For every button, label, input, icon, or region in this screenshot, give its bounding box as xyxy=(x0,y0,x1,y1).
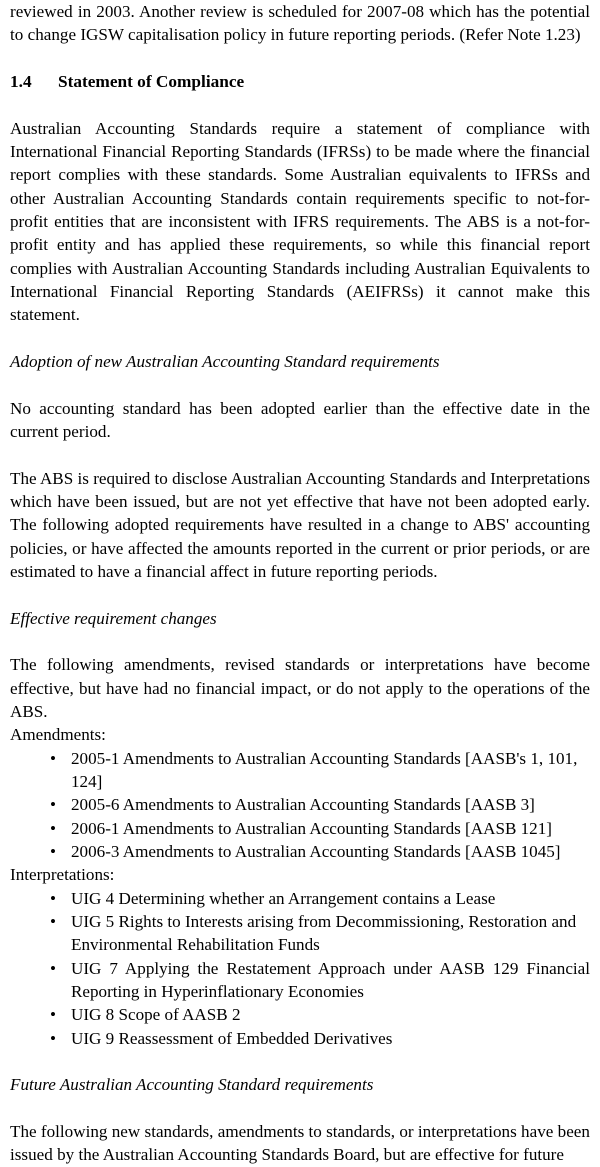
effective-subheading: Effective requirement changes xyxy=(10,608,217,628)
list-item xyxy=(10,1027,590,1050)
bullet-icon: • xyxy=(50,888,56,908)
list-item xyxy=(10,1003,590,1026)
section-title: Statement of Compliance xyxy=(58,71,245,91)
list-item xyxy=(10,910,590,957)
continued-paragraph: reviewed in 2003. Another review is scheduled for 2007-08 which has the potential to change IGSW capitalisation policy in future reporting periods. (Refer Note 1.23) xyxy=(10,2,590,45)
list-item-text: UIG 5 Rights to Interests arising from Decommissioning, Restoration and Environmental Rehabilitation Funds xyxy=(71,912,577,955)
list-item-text: 2005-6 Amendments to Australian Accounting Standards [AASB 3] xyxy=(71,795,535,815)
spacer xyxy=(10,443,590,466)
adoption-paragraph-2: The ABS is required to disclose Australian Accounting Standards and Interpretations which have been issued, but are not yet effective that have not been adopted early. The following adopted requirements have resulted in a change to ABS' accounting policies, or have affected the amounts reported in the current or prior periods, or are estimated to have a financial affect in future reporting periods. xyxy=(10,468,591,582)
effective-paragraph: The following amendments, revised standards or interpretations have become effective, but have had no financial impact, or do not apply to the operations of the ABS. xyxy=(10,655,590,721)
list-item-text: 2005-1 Amendments to Australian Accounting Standards [AASB's 1, 101, 124] xyxy=(71,748,578,792)
amendments-label: Amendments: xyxy=(10,725,106,745)
spacer xyxy=(10,583,590,606)
list-item xyxy=(10,840,590,863)
list-item xyxy=(10,747,590,794)
spacer xyxy=(10,630,590,653)
list-item xyxy=(10,957,590,1004)
list-item-text: 2006-3 Amendments to Australian Accounting Standards [AASB 1045] xyxy=(71,842,561,862)
list-item xyxy=(10,793,590,816)
amendments-list xyxy=(10,747,590,864)
spacer xyxy=(10,47,590,70)
interpretations-label: Interpretations: xyxy=(10,865,115,885)
spacer xyxy=(10,93,590,116)
bullet-icon: • xyxy=(50,1005,56,1025)
future-subheading: Future Australian Accounting Standard requirements xyxy=(10,1075,374,1095)
bullet-icon: • xyxy=(50,1028,56,1048)
interpretations-list xyxy=(10,887,590,1050)
list-item xyxy=(10,817,590,840)
list-item xyxy=(10,887,590,910)
list-item-text: 2006-1 Amendments to Australian Accounting Standards [AASB 121] xyxy=(71,818,552,838)
spacer xyxy=(10,327,590,350)
bullet-icon: • xyxy=(50,912,56,932)
section-number: 1.4 xyxy=(10,71,32,91)
bullet-icon: • xyxy=(50,748,56,768)
list-item-text: UIG 8 Scope of AASB 2 xyxy=(71,1005,241,1025)
spacer xyxy=(10,1050,590,1073)
compliance-paragraph: Australian Accounting Standards require a statement of compliance with International Financial Reporting Standards (IFRSs) to be made where the financial report complies with these standards. Some Australian equivalents to IFRSs and other Australian Accounting Standards contain requirements specific to not-for-profit entities that are inconsistent with IFRS requirements. The ABS is a not-for-profit entity and has applied these requirements, so while this financial report complies with Australian Accounting Standards including Australian Equivalents to International Financial Reporting Standards (AEIFRSs) it cannot make this statement. xyxy=(10,118,590,325)
spacer xyxy=(10,373,590,396)
adoption-subheading: Adoption of new Australian Accounting Standard requirements xyxy=(10,352,440,372)
bullet-icon: • xyxy=(50,958,56,978)
spacer xyxy=(10,1097,590,1120)
bullet-icon: • xyxy=(50,842,56,862)
section-heading xyxy=(10,70,590,93)
bullet-icon: • xyxy=(50,818,56,838)
adoption-paragraph-1: No accounting standard has been adopted earlier than the effective date in the current period. xyxy=(10,398,590,441)
list-item-text: UIG 4 Determining whether an Arrangement contains a Lease xyxy=(71,888,496,908)
page-content xyxy=(10,0,590,1167)
list-item-text: UIG 9 Reassessment of Embedded Derivatives xyxy=(71,1028,393,1048)
future-paragraph: The following new standards, amendments to standards, or interpretations have been issued by the Australian Accounting Standards Board, but are effective for future xyxy=(10,1122,590,1165)
list-item-text: UIG 7 Applying the Restatement Approach under AASB 129 Financial Reporting in Hyperinflationary Economies xyxy=(71,958,590,1002)
bullet-icon: • xyxy=(50,795,56,815)
